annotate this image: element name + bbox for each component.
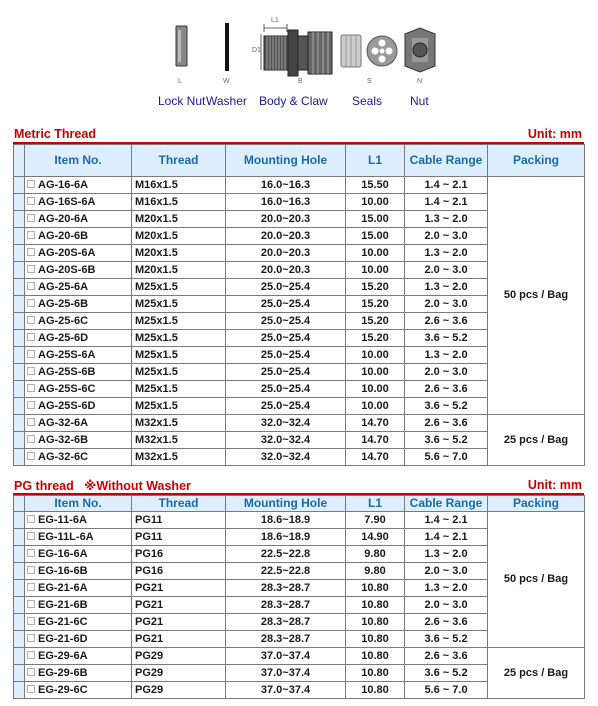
checkbox-icon[interactable]	[27, 214, 35, 222]
cable-range-cell: 2.0 ~ 3.0	[405, 228, 488, 245]
cable-range-cell: 1.3 ~ 2.0	[405, 211, 488, 228]
mounting-hole-cell: 25.0~25.4	[226, 330, 346, 347]
mounting-hole-cell: 20.0~20.3	[226, 262, 346, 279]
row-grip	[14, 665, 25, 682]
cable-range-cell: 2.0 ~ 3.0	[405, 597, 488, 614]
checkbox-icon[interactable]	[27, 282, 35, 290]
l1-cell: 10.80	[346, 580, 405, 597]
checkbox-icon[interactable]	[27, 452, 35, 460]
item-no-text: AG-25-6C	[38, 314, 89, 327]
thread-cell: M25x1.5	[132, 364, 226, 381]
item-no-cell	[25, 415, 132, 432]
row-grip	[14, 563, 25, 580]
item-no-cell	[25, 449, 132, 466]
checkbox-icon[interactable]	[27, 566, 35, 574]
item-no-text: AG-20-6B	[38, 229, 89, 242]
header-cable-range: Cable Range	[405, 496, 488, 512]
pg-header-row	[14, 496, 585, 512]
checkbox-icon[interactable]	[27, 180, 35, 188]
cable-range-cell: 2.0 ~ 3.0	[405, 563, 488, 580]
thread-cell: M20x1.5	[132, 262, 226, 279]
row-grip	[14, 330, 25, 347]
cable-range-cell: 5.6 ~ 7.0	[405, 449, 488, 466]
mounting-hole-cell: 22.5~22.8	[226, 563, 346, 580]
item-no-cell	[25, 228, 132, 245]
cable-range-cell: 3.6 ~ 5.2	[405, 398, 488, 415]
mounting-hole-cell: 25.0~25.4	[226, 381, 346, 398]
checkbox-icon[interactable]	[27, 600, 35, 608]
header-l1: L1	[346, 496, 405, 512]
cable-range-cell: 2.6 ~ 3.6	[405, 648, 488, 665]
l1-cell: 15.20	[346, 313, 405, 330]
header-thread: Thread	[132, 145, 226, 177]
cable-range-cell: 1.4 ~ 2.1	[405, 177, 488, 194]
thread-cell: PG21	[132, 631, 226, 648]
mounting-hole-cell: 18.6~18.9	[226, 512, 346, 529]
cable-range-cell: 2.0 ~ 3.0	[405, 296, 488, 313]
l1-cell: 10.80	[346, 648, 405, 665]
dome-nut-icon	[402, 26, 438, 74]
table-row	[14, 512, 585, 529]
checkbox-icon[interactable]	[27, 197, 35, 205]
thread-cell: PG16	[132, 563, 226, 580]
item-no-text: AG-16S-6A	[38, 195, 96, 208]
item-no-cell	[25, 432, 132, 449]
thread-cell: PG21	[132, 597, 226, 614]
cable-range-cell: 1.3 ~ 2.0	[405, 245, 488, 262]
item-no-text: EG-11-6A	[38, 513, 87, 526]
mounting-hole-cell: 25.0~25.4	[226, 296, 346, 313]
caption-washer: Washer	[206, 94, 247, 108]
item-no-text: AG-25-6B	[38, 297, 89, 310]
caption-body-claw: Body & Claw	[259, 94, 328, 108]
cable-range-cell: 1.4 ~ 2.1	[405, 512, 488, 529]
item-no-text: EG-16-6B	[38, 564, 88, 577]
checkbox-icon[interactable]	[27, 384, 35, 392]
item-no-cell	[25, 597, 132, 614]
item-no-cell	[25, 381, 132, 398]
l1-cell: 14.90	[346, 529, 405, 546]
item-no-text: AG-32-6A	[38, 416, 89, 429]
mounting-hole-cell: 25.0~25.4	[226, 364, 346, 381]
mounting-hole-cell: 28.3~28.7	[226, 597, 346, 614]
item-no-text: EG-11L-6A	[38, 530, 94, 543]
row-grip	[14, 364, 25, 381]
item-no-text: EG-29-6A	[38, 649, 88, 662]
nut-letter: N	[417, 78, 423, 85]
mounting-hole-cell: 16.0~16.3	[226, 177, 346, 194]
mounting-hole-cell: 28.3~28.7	[226, 631, 346, 648]
thread-cell: PG11	[132, 512, 226, 529]
row-grip	[14, 245, 25, 262]
mounting-hole-cell: 16.0~16.3	[226, 194, 346, 211]
thread-cell: M20x1.5	[132, 245, 226, 262]
body-claw-icon	[250, 18, 336, 78]
cable-range-cell: 5.6 ~ 7.0	[405, 682, 488, 699]
item-no-cell	[25, 546, 132, 563]
mounting-hole-cell: 37.0~37.4	[226, 682, 346, 699]
row-grip	[14, 381, 25, 398]
l1-cell: 14.70	[346, 432, 405, 449]
item-no-cell	[25, 563, 132, 580]
metric-section-header	[13, 128, 584, 144]
washer-letter: W	[223, 78, 230, 85]
row-grip	[14, 614, 25, 631]
pg-section-title	[14, 478, 191, 493]
thread-cell: PG29	[132, 648, 226, 665]
item-no-cell	[25, 398, 132, 415]
washer-icon	[223, 22, 231, 72]
item-no-text: EG-21-6D	[38, 632, 88, 645]
row-grip	[14, 398, 25, 415]
l1-cell: 10.00	[346, 262, 405, 279]
cable-range-cell: 1.3 ~ 2.0	[405, 546, 488, 563]
mounting-hole-cell: 25.0~25.4	[226, 398, 346, 415]
item-no-text: EG-16-6A	[38, 547, 88, 560]
mounting-hole-cell: 20.0~20.3	[226, 245, 346, 262]
l1-cell: 9.80	[346, 546, 405, 563]
thread-cell: PG21	[132, 614, 226, 631]
cable-range-cell: 1.3 ~ 2.0	[405, 347, 488, 364]
dim-l1-label: L1	[271, 17, 279, 24]
mounting-hole-cell: 37.0~37.4	[226, 665, 346, 682]
item-no-cell	[25, 529, 132, 546]
mounting-hole-cell: 20.0~20.3	[226, 228, 346, 245]
caption-seals: Seals	[352, 94, 383, 108]
l1-cell: 10.00	[346, 364, 405, 381]
mounting-hole-cell: 32.0~32.4	[226, 449, 346, 466]
l1-cell: 15.00	[346, 228, 405, 245]
table-row	[14, 415, 585, 432]
row-grip	[14, 529, 25, 546]
row-grip	[14, 580, 25, 597]
checkbox-icon[interactable]	[27, 401, 35, 409]
mounting-hole-cell: 20.0~20.3	[226, 211, 346, 228]
caption-nut: Nut	[410, 94, 429, 108]
header-mounting-hole: Mounting Hole	[226, 496, 346, 512]
cable-range-cell: 3.6 ~ 5.2	[405, 665, 488, 682]
checkbox-icon[interactable]	[27, 265, 35, 273]
row-grip	[14, 682, 25, 699]
cable-range-cell: 2.6 ~ 3.6	[405, 415, 488, 432]
checkbox-icon[interactable]	[27, 350, 35, 358]
l1-cell: 14.70	[346, 449, 405, 466]
row-grip	[14, 449, 25, 466]
lock-nut-letter: L	[178, 78, 182, 85]
l1-cell: 15.20	[346, 330, 405, 347]
checkbox-icon[interactable]	[27, 583, 35, 591]
item-no-cell	[25, 296, 132, 313]
checkbox-icon[interactable]	[27, 435, 35, 443]
pg-note-text: ※Without Washer	[84, 479, 191, 493]
item-no-cell	[25, 364, 132, 381]
thread-cell: PG21	[132, 580, 226, 597]
pg-unit-label: Unit: mm	[527, 478, 582, 492]
pg-title-text: PG thread	[14, 479, 74, 493]
item-no-text: EG-29-6B	[38, 666, 88, 679]
header-item-no: Item No.	[25, 496, 132, 512]
row-grip	[14, 648, 25, 665]
item-no-cell	[25, 665, 132, 682]
mounting-hole-cell: 28.3~28.7	[226, 614, 346, 631]
header-item-no: Item No.	[25, 145, 132, 177]
dim-d1-label: D1	[252, 47, 261, 54]
item-no-text: AG-20S-6B	[38, 263, 96, 276]
checkbox-icon[interactable]	[27, 231, 35, 239]
header-grip	[14, 145, 25, 177]
thread-cell: PG29	[132, 665, 226, 682]
packing-cell: 25 pcs / Bag	[488, 415, 585, 466]
item-no-cell	[25, 631, 132, 648]
header-l1: L1	[346, 145, 405, 177]
item-no-text: AG-20-6A	[38, 212, 89, 225]
thread-cell: M16x1.5	[132, 177, 226, 194]
mounting-hole-cell: 18.6~18.9	[226, 529, 346, 546]
thread-cell: M25x1.5	[132, 381, 226, 398]
packing-cell: 50 pcs / Bag	[488, 177, 585, 415]
item-no-cell	[25, 330, 132, 347]
item-no-cell	[25, 279, 132, 296]
checkbox-icon[interactable]	[27, 418, 35, 426]
checkbox-icon[interactable]	[27, 685, 35, 693]
caption-lock-nut: Lock Nut	[158, 94, 206, 108]
row-grip	[14, 228, 25, 245]
thread-cell: M25x1.5	[132, 330, 226, 347]
row-grip	[14, 432, 25, 449]
cable-range-cell: 2.6 ~ 3.6	[405, 614, 488, 631]
thread-cell: M16x1.5	[132, 194, 226, 211]
thread-cell: M25x1.5	[132, 313, 226, 330]
checkbox-icon[interactable]	[27, 316, 35, 324]
thread-cell: PG16	[132, 546, 226, 563]
seal-disc-icon	[365, 34, 399, 68]
header-grip	[14, 496, 25, 512]
item-no-text: AG-25S-6D	[38, 399, 96, 412]
l1-cell: 9.80	[346, 563, 405, 580]
packing-cell: 50 pcs / Bag	[488, 512, 585, 648]
body-claw-letter: B	[298, 78, 303, 85]
packing-cell: 25 pcs / Bag	[488, 648, 585, 699]
table-row	[14, 648, 585, 665]
pg-section-header	[13, 479, 584, 495]
l1-cell: 7.90	[346, 512, 405, 529]
cable-range-cell: 2.6 ~ 3.6	[405, 381, 488, 398]
header-mounting-hole: Mounting Hole	[226, 145, 346, 177]
metric-unit-label: Unit: mm	[527, 127, 582, 141]
table-row	[14, 177, 585, 194]
row-grip	[14, 279, 25, 296]
metric-header-row	[14, 145, 585, 177]
item-no-cell	[25, 648, 132, 665]
row-grip	[14, 347, 25, 364]
checkbox-icon[interactable]	[27, 248, 35, 256]
l1-cell: 14.70	[346, 415, 405, 432]
l1-cell: 15.20	[346, 279, 405, 296]
mounting-hole-cell: 22.5~22.8	[226, 546, 346, 563]
row-grip	[14, 194, 25, 211]
item-no-cell	[25, 512, 132, 529]
item-no-cell	[25, 614, 132, 631]
checkbox-icon[interactable]	[27, 333, 35, 341]
header-packing: Packing	[488, 496, 585, 512]
checkbox-icon[interactable]	[27, 532, 35, 540]
item-no-cell	[25, 194, 132, 211]
mounting-hole-cell: 28.3~28.7	[226, 580, 346, 597]
checkbox-icon[interactable]	[27, 651, 35, 659]
row-grip	[14, 177, 25, 194]
row-grip	[14, 211, 25, 228]
cable-range-cell: 1.3 ~ 2.0	[405, 279, 488, 296]
item-no-cell	[25, 682, 132, 699]
checkbox-icon[interactable]	[27, 367, 35, 375]
item-no-text: AG-32-6B	[38, 433, 89, 446]
mounting-hole-cell: 25.0~25.4	[226, 347, 346, 364]
metric-thread-table	[13, 144, 585, 466]
cable-range-cell: 1.4 ~ 2.1	[405, 529, 488, 546]
l1-cell: 15.20	[346, 296, 405, 313]
item-no-text: AG-25S-6B	[38, 365, 96, 378]
checkbox-icon[interactable]	[27, 668, 35, 676]
l1-cell: 10.00	[346, 398, 405, 415]
checkbox-icon[interactable]	[27, 515, 35, 523]
item-no-text: AG-20S-6A	[38, 246, 96, 259]
item-no-cell	[25, 177, 132, 194]
pg-thread-table	[13, 495, 585, 699]
l1-cell: 10.80	[346, 597, 405, 614]
item-no-text: AG-25-6D	[38, 331, 89, 344]
thread-cell: M25x1.5	[132, 279, 226, 296]
item-no-cell	[25, 211, 132, 228]
row-grip	[14, 296, 25, 313]
cable-range-cell: 3.6 ~ 5.2	[405, 432, 488, 449]
item-no-text: EG-29-6C	[38, 683, 88, 696]
item-no-text: EG-21-6B	[38, 598, 88, 611]
item-no-cell	[25, 313, 132, 330]
row-grip	[14, 512, 25, 529]
l1-cell: 10.00	[346, 347, 405, 364]
l1-cell: 10.80	[346, 631, 405, 648]
l1-cell: 10.00	[346, 245, 405, 262]
cable-range-cell: 3.6 ~ 5.2	[405, 631, 488, 648]
cable-range-cell: 2.0 ~ 3.0	[405, 364, 488, 381]
mounting-hole-cell: 25.0~25.4	[226, 279, 346, 296]
checkbox-icon[interactable]	[27, 549, 35, 557]
lock-nut-icon	[174, 24, 190, 68]
l1-cell: 10.00	[346, 194, 405, 211]
item-no-text: AG-32-6C	[38, 450, 89, 463]
mounting-hole-cell: 32.0~32.4	[226, 415, 346, 432]
checkbox-icon[interactable]	[27, 617, 35, 625]
item-no-cell	[25, 262, 132, 279]
row-grip	[14, 597, 25, 614]
l1-cell: 15.00	[346, 211, 405, 228]
thread-cell: M25x1.5	[132, 296, 226, 313]
cable-range-cell: 1.4 ~ 2.1	[405, 194, 488, 211]
thread-cell: PG11	[132, 529, 226, 546]
item-no-text: EG-21-6C	[38, 615, 88, 628]
header-packing: Packing	[488, 145, 585, 177]
cable-range-cell: 3.6 ~ 5.2	[405, 330, 488, 347]
cable-range-cell: 2.0 ~ 3.0	[405, 262, 488, 279]
thread-cell: M20x1.5	[132, 228, 226, 245]
item-no-text: AG-25-6A	[38, 280, 89, 293]
row-grip	[14, 631, 25, 648]
l1-cell: 10.80	[346, 665, 405, 682]
cable-range-cell: 2.6 ~ 3.6	[405, 313, 488, 330]
mounting-hole-cell: 32.0~32.4	[226, 432, 346, 449]
mounting-hole-cell: 25.0~25.4	[226, 313, 346, 330]
checkbox-icon[interactable]	[27, 299, 35, 307]
row-grip	[14, 415, 25, 432]
mounting-hole-cell: 37.0~37.4	[226, 648, 346, 665]
item-no-cell	[25, 347, 132, 364]
l1-cell: 10.80	[346, 682, 405, 699]
thread-cell: M25x1.5	[132, 398, 226, 415]
l1-cell: 10.80	[346, 614, 405, 631]
row-grip	[14, 262, 25, 279]
l1-cell: 15.50	[346, 177, 405, 194]
thread-cell: M25x1.5	[132, 347, 226, 364]
row-grip	[14, 313, 25, 330]
thread-cell: M32x1.5	[132, 415, 226, 432]
l1-cell: 10.00	[346, 381, 405, 398]
item-no-cell	[25, 245, 132, 262]
item-no-text: AG-25S-6A	[38, 348, 96, 361]
item-no-text: AG-16-6A	[38, 178, 89, 191]
cable-range-cell: 1.3 ~ 2.0	[405, 580, 488, 597]
item-no-text: EG-21-6A	[38, 581, 88, 594]
thread-cell: M32x1.5	[132, 449, 226, 466]
item-no-text: AG-25S-6C	[38, 382, 96, 395]
seals-letter: S	[367, 78, 372, 85]
item-no-cell	[25, 580, 132, 597]
header-thread: Thread	[132, 496, 226, 512]
thread-cell: M32x1.5	[132, 432, 226, 449]
thread-cell: PG29	[132, 682, 226, 699]
header-cable-range: Cable Range	[405, 145, 488, 177]
checkbox-icon[interactable]	[27, 634, 35, 642]
thread-cell: M20x1.5	[132, 211, 226, 228]
row-grip	[14, 546, 25, 563]
metric-section-title: Metric Thread	[14, 127, 96, 141]
seals-icon	[340, 34, 362, 68]
